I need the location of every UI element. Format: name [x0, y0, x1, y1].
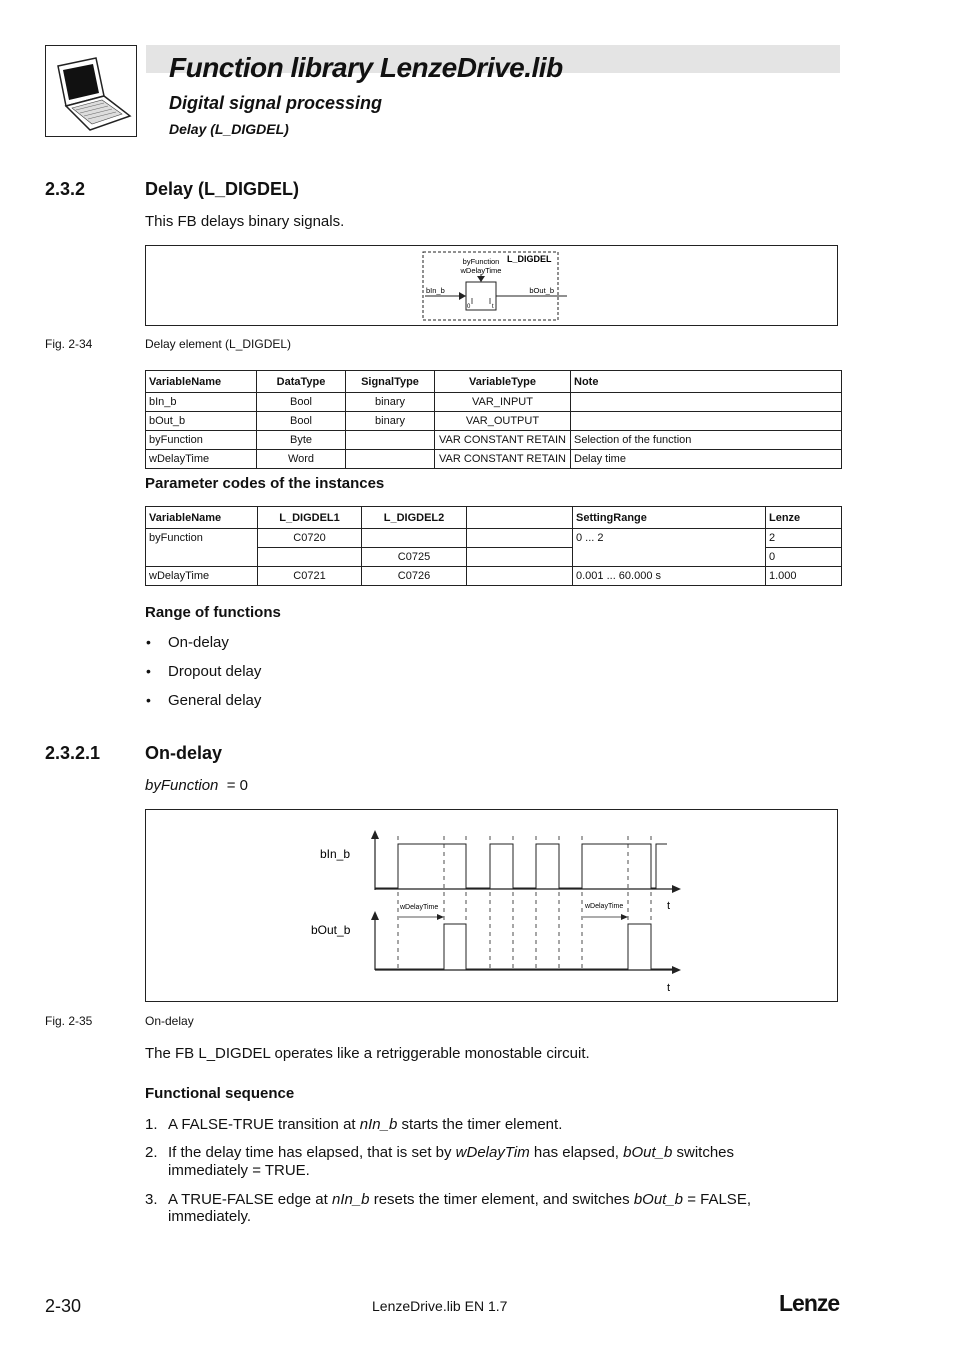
- list-item: Dropout delay: [168, 663, 262, 680]
- table-cell: binary: [346, 393, 435, 412]
- table-cell: wDelayTime: [146, 567, 258, 586]
- step-variable: bOut_b: [633, 1191, 684, 1208]
- table-cell: bOut_b: [146, 412, 257, 431]
- step-variable: nIn_b: [331, 1191, 370, 1208]
- brand-logo: Lenze: [779, 1290, 840, 1316]
- fig-2-34-frame: [145, 245, 838, 326]
- step-text: resets the timer element, and switches: [369, 1191, 634, 1208]
- byfunction-value: = 0: [226, 777, 248, 794]
- table-cell: C0721: [258, 567, 362, 586]
- table-cell: [346, 431, 435, 450]
- step-text: = FALSE,: [683, 1191, 751, 1208]
- step-text: switches: [672, 1144, 735, 1161]
- table-cell: Word: [257, 450, 346, 469]
- bullet-icon: •: [146, 634, 151, 650]
- step-1-text: [168, 1116, 562, 1133]
- input-signal: [375, 844, 667, 888]
- fig-2-34-caption: Delay element (L_DIGDEL): [145, 337, 292, 351]
- table-cell: wDelayTime: [146, 450, 257, 469]
- table-cell: 1.000: [766, 567, 842, 586]
- delay-label-2: wDelayTime: [585, 903, 624, 910]
- table-cell: Bool: [257, 393, 346, 412]
- delay-label-1: wDelayTime: [400, 904, 439, 911]
- functional-sequence-heading: Functional sequence: [145, 1085, 295, 1102]
- fig-2-35-frame: [145, 809, 838, 1002]
- step-variable: wDelayTim: [455, 1144, 530, 1161]
- step-number: 2.: [145, 1144, 158, 1161]
- list-item: General delay: [168, 692, 262, 709]
- table-cell: byFunction: [146, 529, 258, 567]
- step-text: starts the timer element.: [397, 1116, 563, 1133]
- on-delay-timing-diagram: [146, 810, 837, 1001]
- header-cell: SignalType: [346, 371, 435, 393]
- range-of-functions-heading: Range of functions: [145, 604, 281, 621]
- output-x-arrow: [672, 966, 681, 974]
- description-text: The FB L_DIGDEL operates like a retriggerable monostable circuit.: [145, 1045, 590, 1062]
- header-cell: Note: [571, 371, 842, 393]
- table-row: [146, 529, 842, 548]
- laptop-icon: [46, 46, 138, 138]
- list-item: On-delay: [168, 634, 229, 651]
- table-cell: Byte: [257, 431, 346, 450]
- table-cell: bIn_b: [146, 393, 257, 412]
- input-y-arrow: [371, 830, 379, 839]
- delay-block-diagram: [146, 246, 837, 325]
- section-number: 2.3.2: [45, 179, 86, 199]
- page-title: Function library LenzeDrive.lib: [169, 52, 563, 83]
- table-cell: C0726: [362, 567, 467, 586]
- table-cell: [346, 450, 435, 469]
- chapter-subtitle: Digital signal processing: [169, 93, 383, 113]
- table-cell: [258, 548, 362, 567]
- bullet-icon: •: [146, 692, 151, 708]
- header-cell: L_DIGDEL1: [258, 507, 362, 529]
- header-cell: VariableName: [146, 507, 258, 529]
- header-cell: SettingRange: [573, 507, 766, 529]
- param-codes-heading: Parameter codes of the instances: [145, 475, 385, 492]
- parameter-codes-table: [145, 506, 842, 586]
- variable-table: [145, 370, 842, 469]
- section-subtitle: Delay (L_DIGDEL): [169, 121, 289, 137]
- table-cell: Delay time: [571, 450, 842, 469]
- page-number: 2-30: [45, 1296, 82, 1316]
- step-text: A TRUE-FALSE edge at: [168, 1191, 332, 1208]
- byfunction-name: byFunction: [145, 777, 219, 794]
- table-cell: VAR_OUTPUT: [435, 412, 571, 431]
- table-cell: [467, 567, 573, 586]
- table-cell: binary: [346, 412, 435, 431]
- table-cell: VAR CONSTANT RETAIN: [435, 450, 571, 469]
- fig-2-34-label: Fig. 2-34: [45, 337, 93, 351]
- bullet-icon: •: [146, 663, 151, 679]
- header-cell: Lenze: [766, 507, 842, 529]
- table-header-row: [146, 507, 842, 529]
- table-cell: C0725: [362, 548, 467, 567]
- step-2-text: [168, 1144, 734, 1161]
- table-cell: 0: [766, 548, 842, 567]
- table-cell: [467, 529, 573, 548]
- byfunction-setting: [145, 777, 248, 794]
- table-row: [146, 431, 842, 450]
- output-signal: [375, 924, 678, 969]
- footer-doc-id: LenzeDrive.lib EN 1.7: [372, 1298, 508, 1314]
- fig-2-35-label: Fig. 2-35: [45, 1014, 93, 1028]
- fig-2-35-caption: On-delay: [145, 1014, 194, 1028]
- header-cell: DataType: [257, 371, 346, 393]
- table-cell: [362, 529, 467, 548]
- table-row: [146, 393, 842, 412]
- step-2-continuation: immediately = TRUE.: [168, 1162, 310, 1179]
- output-label: bOut_b: [529, 286, 554, 295]
- table-cell: VAR_INPUT: [435, 393, 571, 412]
- header-cell: VariableType: [435, 371, 571, 393]
- input-label: bIn_b: [426, 286, 445, 295]
- table-cell: Bool: [257, 412, 346, 431]
- table-row: [146, 567, 842, 586]
- step-text: has elapsed,: [529, 1144, 624, 1161]
- input-arrow: [459, 292, 466, 300]
- param-byfunction: byFunction: [462, 257, 500, 266]
- table-cell: [571, 393, 842, 412]
- table-cell: C0720: [258, 529, 362, 548]
- table-header-row: [146, 371, 842, 393]
- header-cell: VariableName: [146, 371, 257, 393]
- header-cell: L_DIGDEL2: [362, 507, 467, 529]
- step-3-text: [168, 1191, 751, 1208]
- table-row: [146, 412, 842, 431]
- subsection-title: On-delay: [145, 743, 223, 763]
- header-cell: [467, 507, 573, 529]
- step-variable: bOut_b: [623, 1144, 673, 1161]
- table-row: [146, 450, 842, 469]
- zero-label: 0: [467, 304, 471, 310]
- table-cell: [467, 548, 573, 567]
- block-name: L_DIGDEL: [507, 254, 552, 264]
- param-arrow: [477, 276, 485, 282]
- step-number: 3.: [145, 1191, 158, 1208]
- input-x-arrow: [672, 885, 681, 893]
- step-number: 1.: [145, 1116, 158, 1133]
- table-cell: byFunction: [146, 431, 257, 450]
- section-intro: This FB delays binary signals.: [145, 213, 345, 230]
- output-y-arrow: [371, 911, 379, 920]
- step-3-continuation: immediately.: [168, 1208, 252, 1225]
- step-text: A FALSE-TRUE transition at: [168, 1116, 360, 1133]
- input-t-label: t: [667, 900, 671, 912]
- table-cell: 0.001 ... 60.000 s: [573, 567, 766, 586]
- section-title: Delay (L_DIGDEL): [145, 179, 300, 199]
- input-signal-label: bIn_b: [320, 847, 351, 861]
- step-text: If the delay time has elapsed, that is set by: [168, 1144, 456, 1161]
- output-t-label: t: [667, 982, 671, 994]
- laptop-logo: [45, 45, 137, 137]
- param-wdelaytime: wDelayTime: [460, 266, 502, 275]
- table-cell: 0 ... 2: [573, 529, 766, 567]
- table-cell: Selection of the function: [571, 431, 842, 450]
- t-label: t: [492, 304, 494, 310]
- output-signal-label: bOut_b: [311, 923, 351, 937]
- step-variable: nIn_b: [359, 1116, 398, 1133]
- subsection-number: 2.3.2.1: [45, 743, 101, 763]
- table-cell: [571, 412, 842, 431]
- table-cell: 2: [766, 529, 842, 548]
- table-cell: VAR CONSTANT RETAIN: [435, 431, 571, 450]
